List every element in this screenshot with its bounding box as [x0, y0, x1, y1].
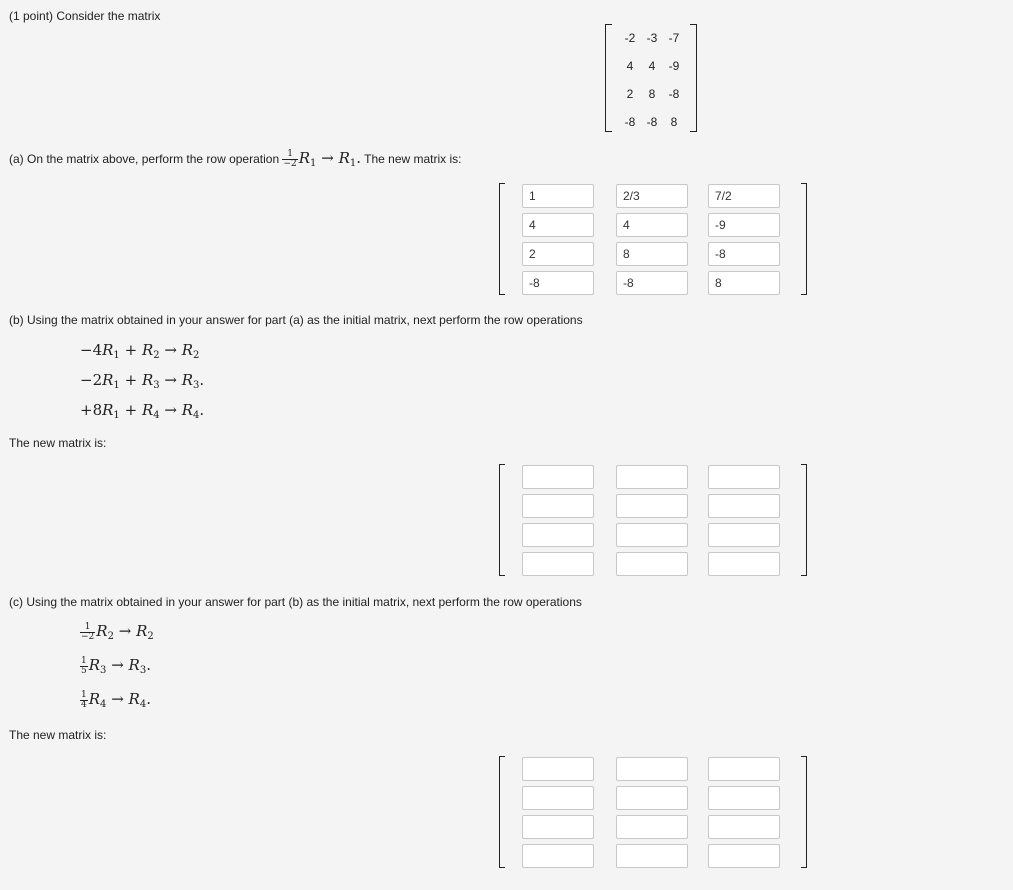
- part-c-result-label: The new matrix is:: [9, 728, 107, 742]
- answer-b-r1-c1[interactable]: [522, 465, 594, 489]
- answer-c-r1-c3[interactable]: [708, 757, 780, 781]
- matrix-cell: -9: [668, 59, 680, 73]
- answer-a-r4-c1[interactable]: [522, 271, 594, 295]
- right-bracket: [801, 464, 807, 576]
- answer-b-r4-c2[interactable]: [616, 552, 688, 576]
- matrix-cell: 4: [626, 59, 634, 73]
- answer-a-r3-c1[interactable]: [522, 242, 594, 266]
- part-b-prompt: (b) Using the matrix obtained in your answer for part (a) as the initial matrix, next perform the row operations: [9, 313, 583, 327]
- answer-c-r1-c1[interactable]: [522, 757, 594, 781]
- right-bracket: [801, 183, 807, 295]
- answer-b-r2-c2[interactable]: [616, 494, 688, 518]
- matrix-cell: 8: [670, 115, 678, 129]
- answer-b-r3-c2[interactable]: [616, 523, 688, 547]
- part-a-answer-matrix: [499, 183, 807, 295]
- answer-a-r2-c3[interactable]: [708, 213, 780, 237]
- right-bracket: [690, 24, 697, 132]
- answer-c-r3-c2[interactable]: [616, 815, 688, 839]
- matrix-cell: -8: [646, 115, 658, 129]
- part-b-answer-matrix: [499, 464, 807, 576]
- part-c-operation-1: $\frac{1}{-2}$ $R_2 \to R_2$: [81, 621, 154, 642]
- left-bracket: [499, 183, 505, 295]
- answer-b-r1-c3[interactable]: [708, 465, 780, 489]
- part-c-operation-3: $\frac{1}{4}$ $R_4 \to R_4$.: [81, 689, 151, 710]
- matrix-cell: 4: [648, 59, 656, 73]
- part-c-operation-2: $\frac{1}{5}$ $R_3 \to R_3$.: [81, 655, 151, 676]
- answer-c-r3-c3[interactable]: [708, 815, 780, 839]
- matrix-cell: -7: [668, 31, 680, 45]
- answer-a-r4-c2[interactable]: [616, 271, 688, 295]
- part-b-operation-1: $-4R_1 + R_2 \to R_2$: [80, 341, 200, 361]
- answer-a-r3-c3[interactable]: [708, 242, 780, 266]
- answer-a-r1-c3[interactable]: [708, 184, 780, 208]
- matrix-cell: -2: [624, 31, 636, 45]
- answer-b-r1-c2[interactable]: [616, 465, 688, 489]
- matrix-cell: 8: [648, 87, 656, 101]
- part-c-answer-matrix: [499, 756, 807, 868]
- answer-b-r3-c1[interactable]: [522, 523, 594, 547]
- answer-b-r2-c1[interactable]: [522, 494, 594, 518]
- answer-c-r2-c3[interactable]: [708, 786, 780, 810]
- part-b-operation-2: $-2R_1 + R_3 \to R_3$.: [80, 371, 205, 391]
- answer-a-r4-c3[interactable]: [708, 271, 780, 295]
- part-a-operation: $\frac{1}{-2}$ $R_1 \to R_1$.: [283, 148, 362, 169]
- answer-b-r4-c1[interactable]: [522, 552, 594, 576]
- left-bracket: [499, 464, 505, 576]
- right-bracket: [801, 756, 807, 868]
- part-b-result-label: The new matrix is:: [9, 436, 107, 450]
- answer-c-r1-c2[interactable]: [616, 757, 688, 781]
- answer-c-r2-c1[interactable]: [522, 786, 594, 810]
- matrix-cell: -8: [668, 87, 680, 101]
- problem-intro: (1 point) Consider the matrix: [9, 9, 161, 23]
- answer-c-r3-c1[interactable]: [522, 815, 594, 839]
- part-c-prompt: (c) Using the matrix obtained in your answer for part (b) as the initial matrix, next perform the row operations: [9, 595, 582, 609]
- answer-a-r1-c2[interactable]: [616, 184, 688, 208]
- answer-c-r2-c2[interactable]: [616, 786, 688, 810]
- answer-a-r2-c1[interactable]: [522, 213, 594, 237]
- answer-b-r2-c3[interactable]: [708, 494, 780, 518]
- answer-a-r2-c2[interactable]: [616, 213, 688, 237]
- part-a-prefix: (a) On the matrix above, perform the row operation: [9, 152, 280, 166]
- left-bracket: [499, 756, 505, 868]
- answer-a-r3-c2[interactable]: [616, 242, 688, 266]
- left-bracket: [605, 24, 612, 132]
- answer-c-r4-c3[interactable]: [708, 844, 780, 868]
- matrix-cell: -3: [646, 31, 658, 45]
- matrix-cell: 2: [626, 87, 634, 101]
- answer-b-r4-c3[interactable]: [708, 552, 780, 576]
- part-a-suffix: The new matrix is:: [364, 152, 462, 166]
- part-a-prompt: [9, 149, 462, 169]
- answer-c-r4-c1[interactable]: [522, 844, 594, 868]
- given-matrix: [605, 24, 697, 132]
- part-b-operation-3: $+8R_1 + R_4 \to R_4$.: [80, 401, 205, 421]
- answer-a-r1-c1[interactable]: [522, 184, 594, 208]
- matrix-cell: -8: [624, 115, 636, 129]
- answer-c-r4-c2[interactable]: [616, 844, 688, 868]
- answer-b-r3-c3[interactable]: [708, 523, 780, 547]
